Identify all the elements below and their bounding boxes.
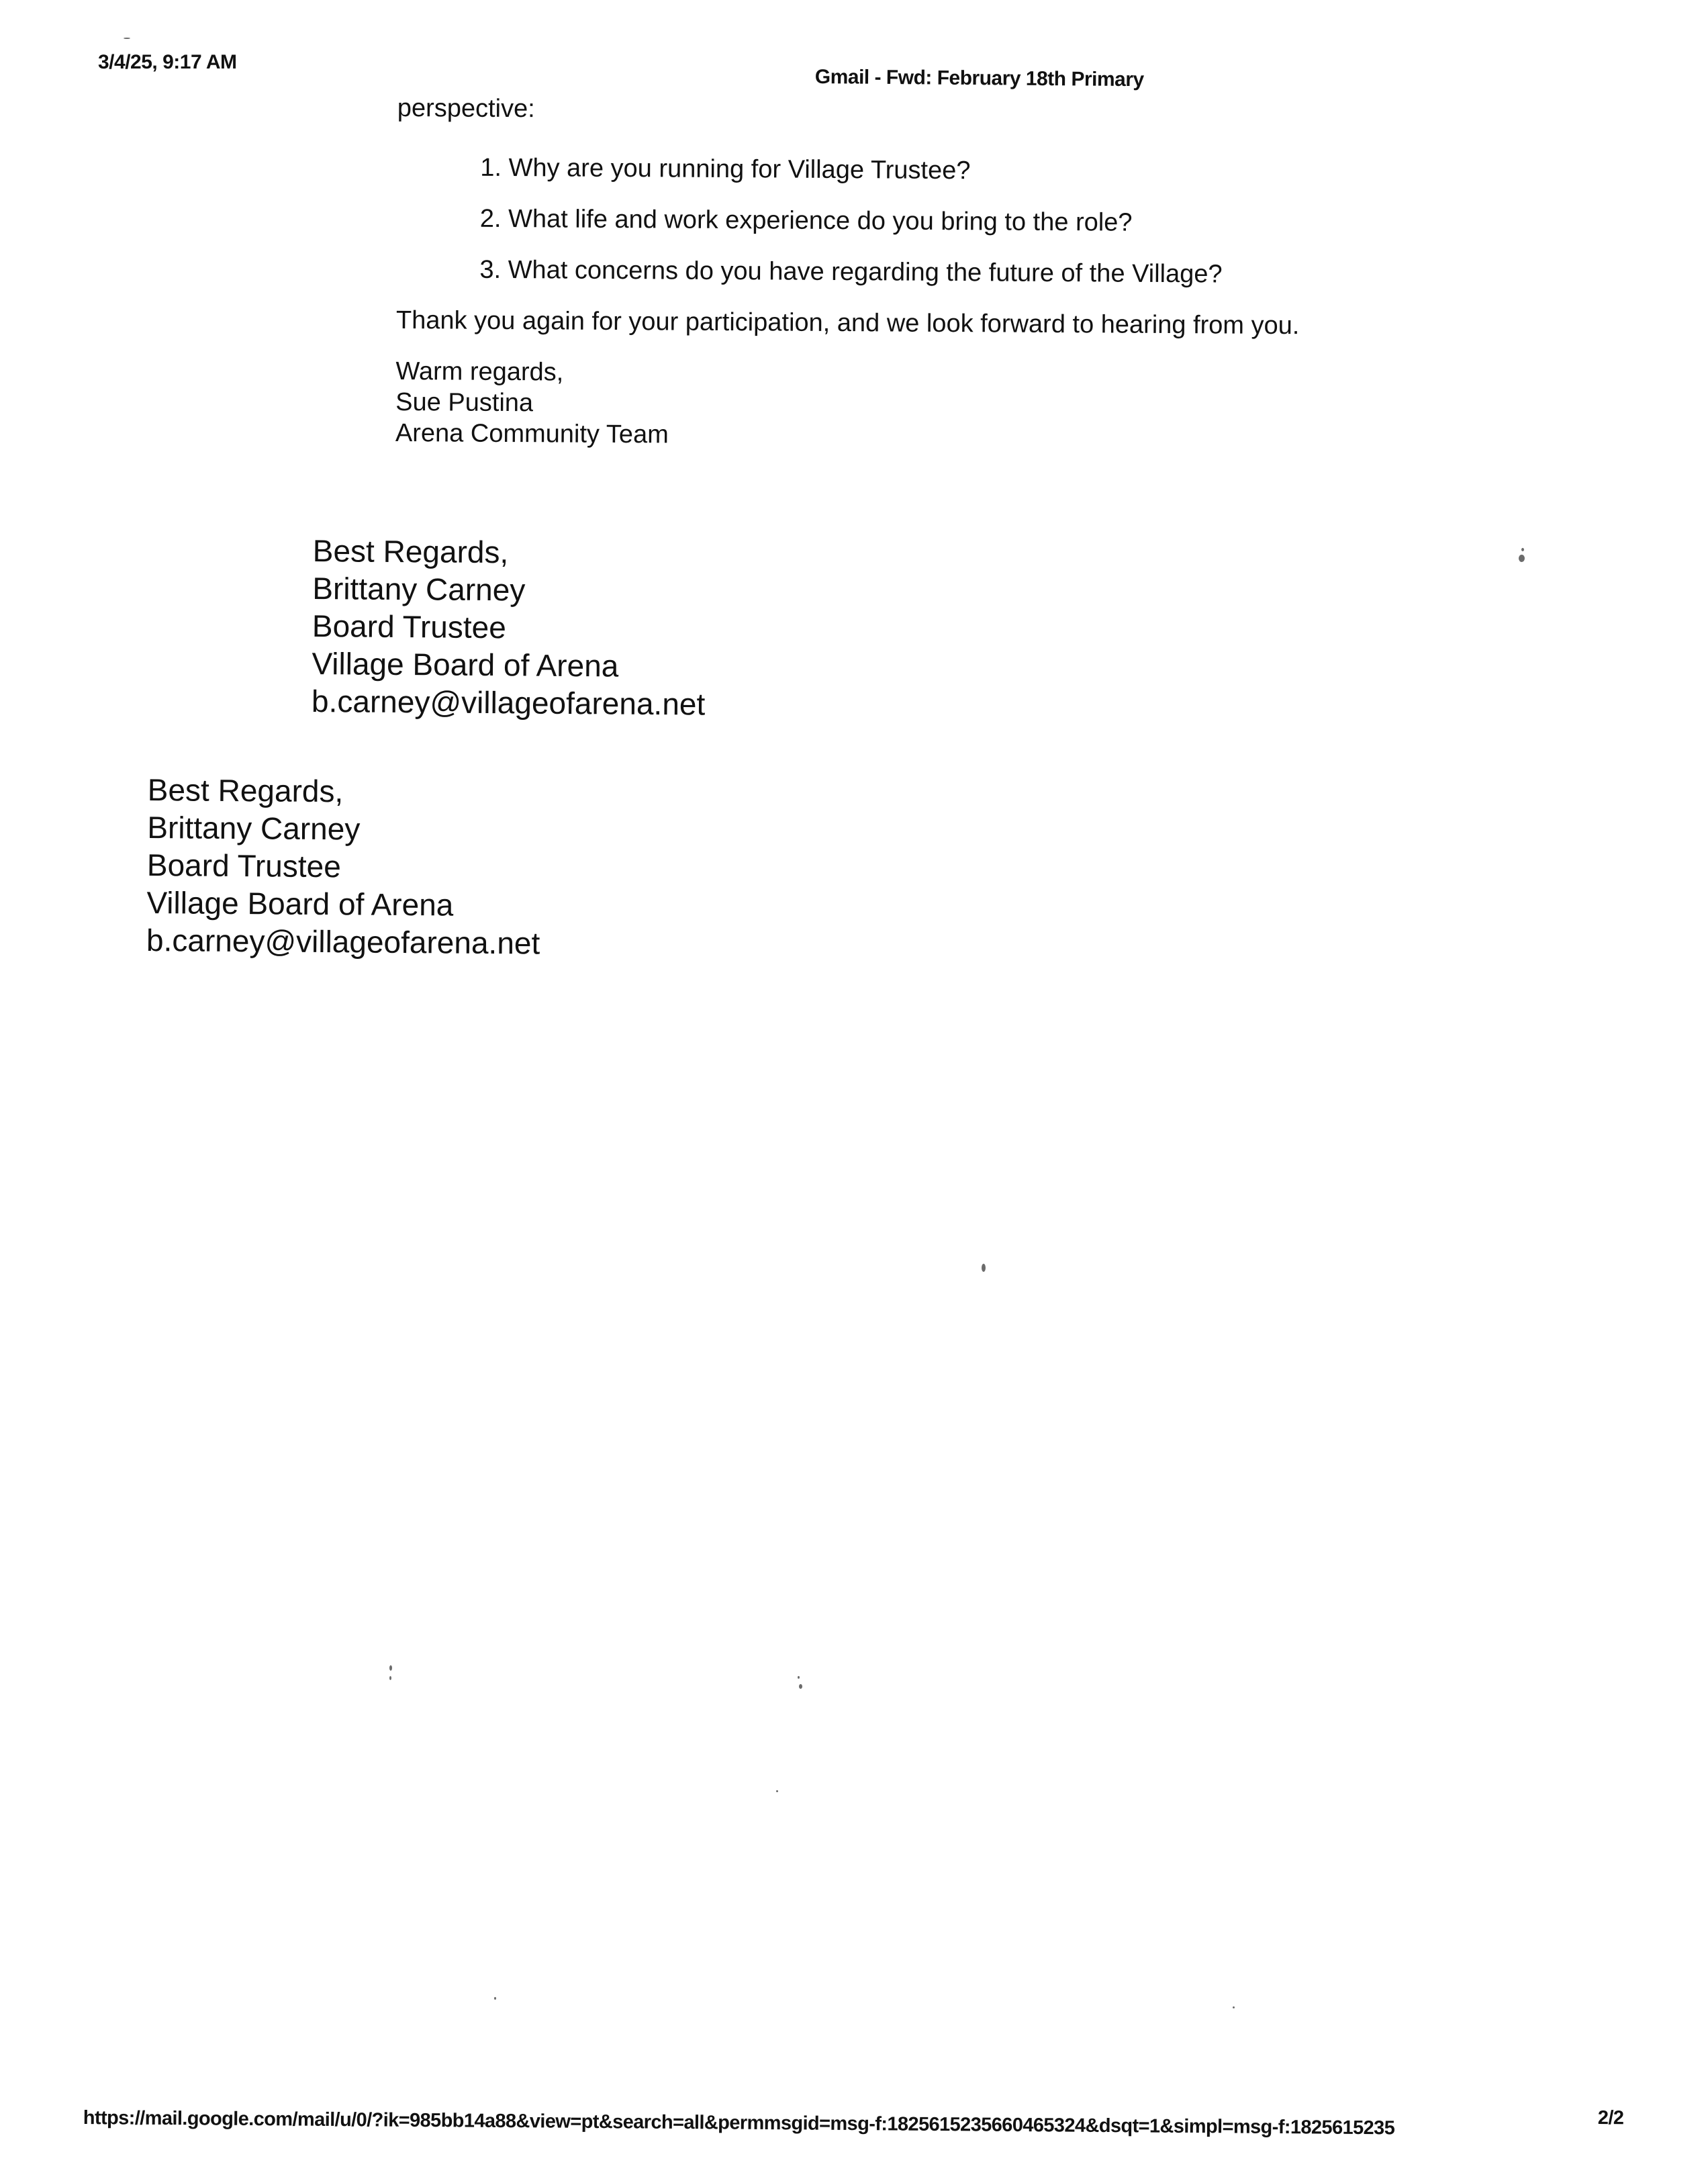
scan-speck xyxy=(776,1790,778,1792)
scan-speck xyxy=(799,1684,802,1689)
signature-name: Brittany Carney xyxy=(312,570,526,608)
signature-email: b.carney@villageofarena.net xyxy=(146,922,540,961)
question-2: 2. What life and work experience do you bring to the role? xyxy=(479,204,1133,237)
signature-organization: Village Board of Arena xyxy=(146,884,454,923)
print-footer-url: https://mail.google.com/mail/u/0/?ik=985bb14a88&view=pt&search=all&permmsgid=msg-f:1825615235660465324&dsqt=1&simpl=msg-f:1825615235 xyxy=(83,2107,1395,2139)
question-1: 1. Why are you running for Village Trustee? xyxy=(480,153,971,185)
quoted-sender-team: Arena Community Team xyxy=(395,418,669,449)
signature-name: Brittany Carney xyxy=(147,809,361,847)
signature-email: b.carney@villageofarena.net xyxy=(311,683,706,722)
quoted-sender-name: Sue Pustina xyxy=(395,387,534,418)
scan-speck xyxy=(798,1676,800,1679)
scan-speck xyxy=(1519,555,1525,562)
signature-inner xyxy=(312,532,706,723)
signature-role: Board Trustee xyxy=(312,608,507,645)
signature-role: Board Trustee xyxy=(146,847,342,884)
scan-speck xyxy=(494,1997,496,2000)
scan-speck xyxy=(982,1264,986,1272)
quoted-closing: Warm regards, xyxy=(395,357,564,387)
signature-outer xyxy=(146,771,541,962)
scan-speck xyxy=(389,1665,392,1671)
scan-speck xyxy=(389,1676,391,1680)
scan-speck xyxy=(1521,548,1524,551)
signature-organization: Village Board of Arena xyxy=(312,645,619,684)
print-title: Gmail - Fwd: February 18th Primary xyxy=(814,66,1144,91)
scan-speck xyxy=(124,38,130,39)
scan-speck xyxy=(1233,2006,1235,2008)
question-3: 3. What concerns do you have regarding the future of the Village? xyxy=(479,255,1223,289)
thanks-line: Thank you again for your participation, and we look forward to hearing from you. xyxy=(395,306,1300,340)
print-page-number: 2/2 xyxy=(1597,2107,1624,2129)
print-date: 3/4/25, 9:17 AM xyxy=(98,51,237,73)
signature-closing: Best Regards, xyxy=(312,532,509,570)
quoted-lead-in: perspective: xyxy=(397,93,535,124)
signature-closing: Best Regards, xyxy=(147,772,344,809)
quoted-message xyxy=(395,93,1301,454)
